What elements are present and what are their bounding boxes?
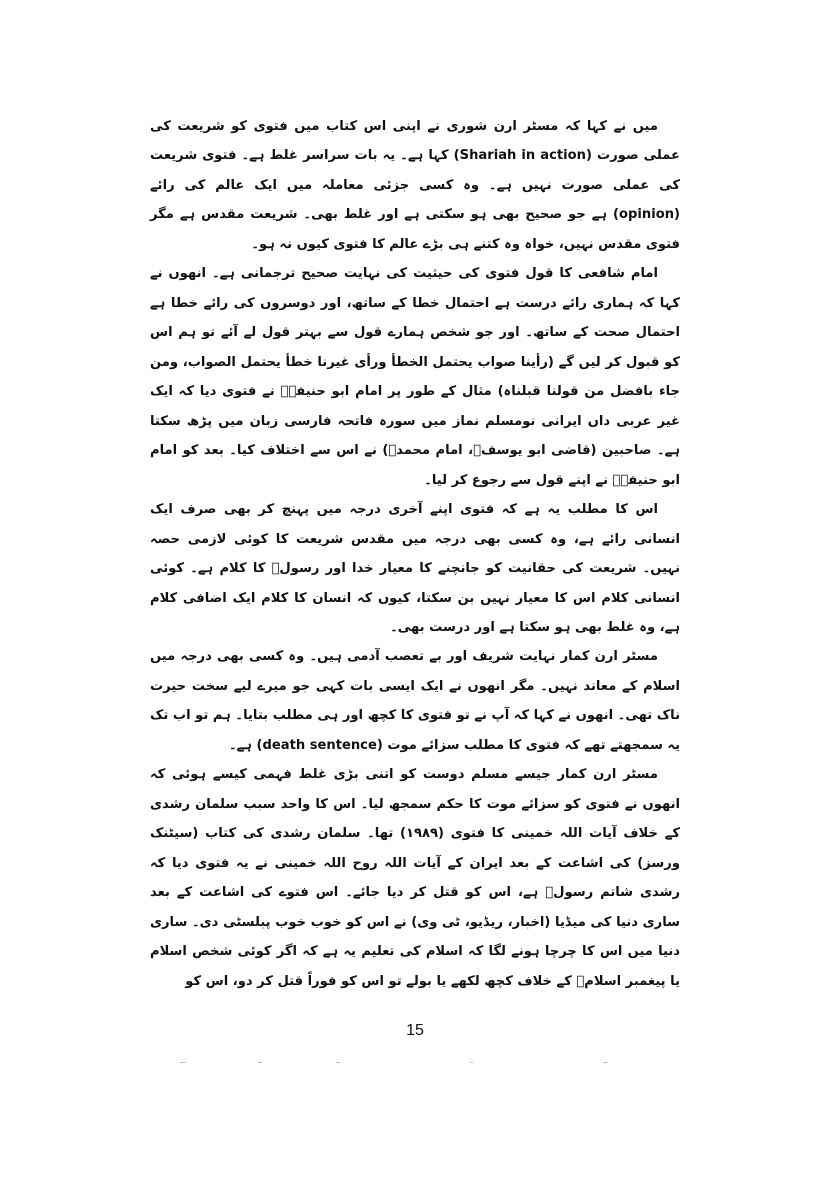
urdu-text-body (150, 112, 680, 996)
page-number: 15 (406, 1022, 424, 1039)
scan-artifact-mark (258, 1062, 262, 1063)
paragraph-3: اس کا مطلب یہ ہے کہ فتوی اپنے آخری درجہ میں پہنچ کر بھی صرف ایک انسانی رائے ہے، وہ کسی بھی درجہ میں مقدس شریعت کا کوئی لازمی حصہ نہیں۔ شریعت کی حقانیت کو جانچنے کا معیار خدا اور رسولؐ کا کلام ہے۔ کوئی انسانی کلام اس کا معیار نہیں بن سکتا، کیوں کہ انسان کا کلام ایک اضافی کلام ہے، وہ غلط بھی ہو سکتا ہے اور درست بھی۔ (150, 502, 680, 635)
paragraph-1: میں نے کہا کہ مسٹر ارن شوری نے اپنی اس کتاب میں فتوی کو شریعت کی عملی صورت (Shariah in action) کہا ہے۔ یہ بات سراسر غلط ہے۔ فتوی شریعت کی عملی صورت نہیں ہے۔ وہ کسی جزئی معاملہ میں ایک عالم کی رائے (opinion) ہے جو صحیح بھی ہو سکتی ہے اور غلط بھی۔ شریعت مقدس ہے مگر فتوی مقدس نہیں، خواہ وہ کتنے ہی بڑے عالم کا فتوی کیوں نہ ہو۔ (150, 119, 680, 252)
scan-artifact-mark (180, 1062, 186, 1063)
paragraph-4: مسٹر ارن کمار نہایت شریف اور بے تعصب آدمی ہیں۔ وہ کسی بھی درجہ میں اسلام کے معاند نہیں۔ مگر انھوں نے ایک ایسی بات کہی جو میرے لیے سخت حیرت ناک تھی۔ انھوں نے کہا کہ آپ نے تو فتوی کا کچھ اور ہی مطلب بتایا۔ ہم تو اب تک یہ سمجھتے تھے کہ فتوی کا مطلب سزائے موت (death sentence) ہے۔ (150, 649, 680, 753)
scan-artifact-mark (336, 1062, 340, 1063)
scan-artifact-mark (470, 1062, 473, 1063)
scan-artifact-mark (603, 1062, 607, 1063)
paragraph-2: امام شافعی کا قول فتوی کی حیثیت کی نہایت صحیح ترجمانی ہے۔ انھوں نے کہا کہ ہماری رائے درست ہے احتمال خطا کے ساتھ، اور دوسروں کی رائے خطا ہے احتمال صحت کے ساتھ۔ اور جو شخص ہمارے قول سے بہتر قول لے آئے تو ہم اس کو قبول کر لیں گے (رأینا صواب یحتمل الخطأ ورأی غیرنا خطأ یحتمل الصواب، ومن جاء بافضل من قولنا قبلناہ) مثال کے طور پر امام ابو حنیفہؒ نے فتوی دیا کہ ایک غیر عربی داں ایرانی نومسلم نماز میں سورہ فاتحہ فارسی زبان میں پڑھ سکتا ہے۔ صاحبین (قاضی ابو یوسفؒ، امام محمدؒ) نے اس سے اختلاف کیا۔ بعد کو امام ابو حنیفہؒ نے اپنے قول سے رجوع کر لیا۔ (150, 266, 680, 488)
paragraph-5: مسٹر ارن کمار جیسے مسلم دوست کو اتنی بڑی غلط فہمی کیسے ہوئی کہ انھوں نے فتوی کو سزائے موت کا حکم سمجھ لیا۔ اس کا واحد سبب سلمان رشدی کے خلاف آیات اللہ خمینی کا فتوی (۱۹۸۹) تھا۔ سلمان رشدی کی کتاب (سیٹنک ورسز) کی اشاعت کے بعد ایران کے آیات اللہ روح اللہ خمینی نے یہ فتوی دیا کہ رشدی شاتم رسولؐ ہے، اس کو قتل کر دیا جائے۔ اس فتوے کی اشاعت کے بعد ساری دنیا کی میڈیا (اخبار، ریڈیو، ٹی وی) نے اس کو خوب خوب پبلسٹی دی۔ ساری دنیا میں اس کا چرچا ہونے لگا کہ اسلام کی تعلیم یہ ہے کہ اگر کوئی شخص اسلام یا پیغمبر اسلامؐ کے خلاف کچھ لکھے یا بولے تو اس کو فوراً قتل کر دو، اس کو (150, 767, 680, 989)
